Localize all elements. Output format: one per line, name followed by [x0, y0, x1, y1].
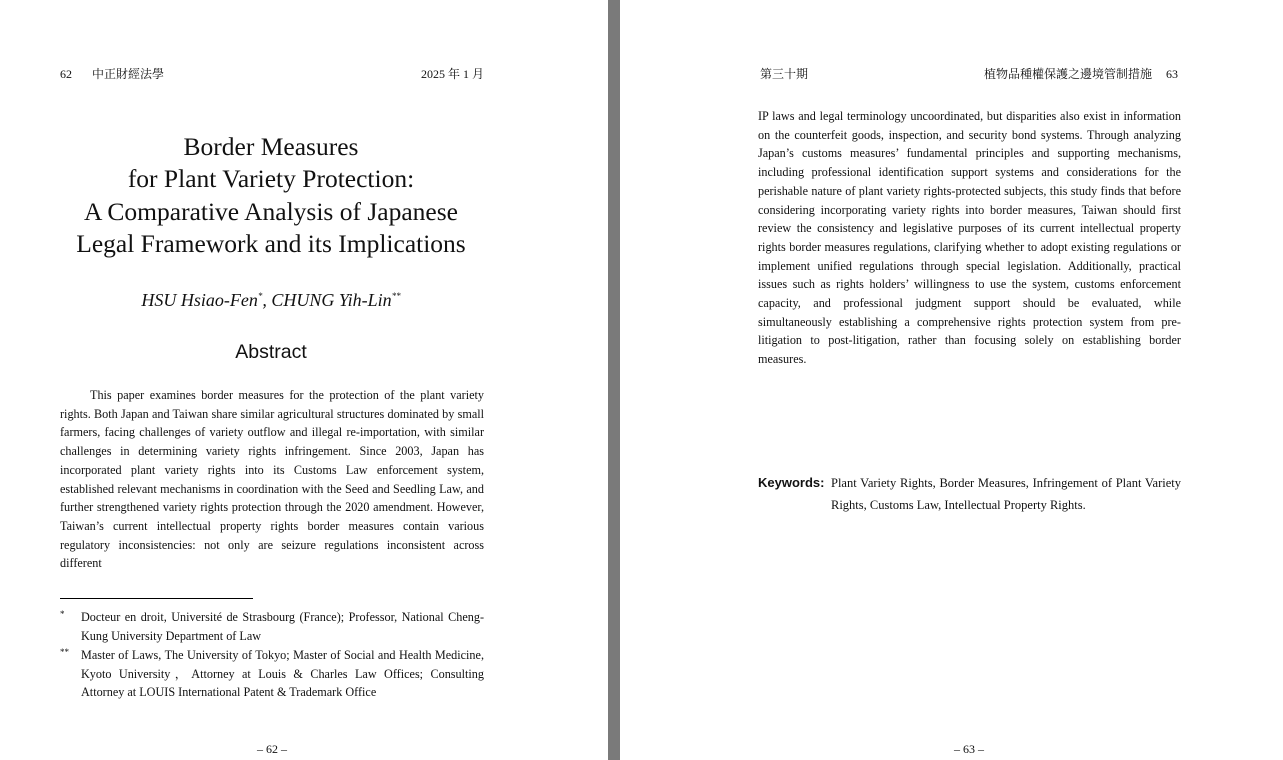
footnote-text: Docteur en droit, Université de Strasbourg (France); Professor, National Cheng-Kung University Department of Law [81, 610, 484, 643]
footnote-2 [60, 646, 484, 704]
title-line: Border Measures [183, 132, 359, 161]
keywords-label: Keywords: [758, 475, 825, 490]
header-article-title: 植物品種權保護之邊境管制措施 [983, 67, 1152, 81]
header-issue: 第三十期 [760, 67, 809, 81]
abstract-paragraph: IP laws and legal terminology uncoordinated, but disparities also exist in information on the counterfeit goods, inspection, and security bond systems. Through analyzing Japan’s customs measures’ fundamental principles and supporting mechanisms, including professional identification support systems and considerations for the perishable nature of plant variety rights-protected subjects, this study finds that before considering incorporating variety rights into border measures, Taiwan should first review the consistency and legislative purposes of its current intellectual property rights border measures regulations, clarifying whether to adopt existing regulations or implement unified regulations through special legislation. Additionally, practical issues such as rights holders’ willingness to use the system, customs enforcement capacity, and professional judgment support should be evaluated, while simultaneously establishing a comprehensive rights protection system from pre-litigation to post-litigation, rather than focusing solely on establishing border measures. [758, 109, 1181, 367]
abstract-body [60, 386, 484, 574]
author-name: CHUNG Yih-Lin [271, 290, 392, 310]
abstract-heading: Abstract [235, 341, 307, 363]
left-page [0, 0, 608, 760]
title-line: for Plant Variety Protection: [127, 164, 415, 194]
header-date: 2025 年 1 月 [420, 67, 484, 81]
title-line: A Comparative Analysis of Japanese [84, 196, 458, 226]
header-journal-title: 中正財經法學 [92, 67, 165, 81]
footnote-mark: * [60, 609, 65, 619]
title-line: Legal Framework and its Implications [76, 228, 466, 258]
keywords-block [758, 472, 1181, 516]
footnote-divider [60, 598, 253, 599]
footnote-text: Master of Laws, The University of Tokyo; Master of Social and Health Medicine, Kyoto University，Attorney at Louis & Charles Law Offices; Consulting Attorney at LOUIS International Patent & Trademark Office [81, 648, 484, 700]
page-footer-number: – 63 – [954, 742, 984, 756]
header-page-number: 62 [60, 67, 72, 81]
authors-line [40, 290, 502, 311]
abstract-paragraph: This paper examines border measures for the protection of the plant variety rights. Both Japan and Taiwan share similar agricultural structures dominated by small farmers, facing challenges of variety outflow and illegal re-importation, with similar challenges in determining variety rights infringement. Since 2003, Japan has incorporated plant variety rights into its Customs Law enforcement system, established relevant mechanisms in coordination with the Seed and Seedling Law, and further strengthened variety rights protection through the 2020 amendment. However, Taiwan’s current intellectual property rights border measures contain various regulatory inconsistencies: not only are seizure regulations inconsistent across different [60, 388, 484, 571]
author-separator: , [262, 290, 272, 310]
author-name: HSU Hsiao-Fen [141, 290, 258, 310]
right-page [620, 0, 1283, 760]
page-footer-number: – 62 – [257, 742, 287, 756]
author-footnote-mark: * [257, 291, 263, 301]
keywords-text: Plant Variety Rights, Border Measures, Infringement of Plant Variety Rights, Customs Law, Intellectual Property Rights. [831, 476, 1181, 512]
paper-title [40, 131, 502, 260]
header-page-number: 63 [1166, 67, 1178, 81]
abstract-continued [758, 107, 1181, 369]
footnote-mark: ** [60, 647, 69, 657]
author-footnote-mark: ** [391, 291, 401, 301]
footnote-1 [60, 608, 484, 646]
